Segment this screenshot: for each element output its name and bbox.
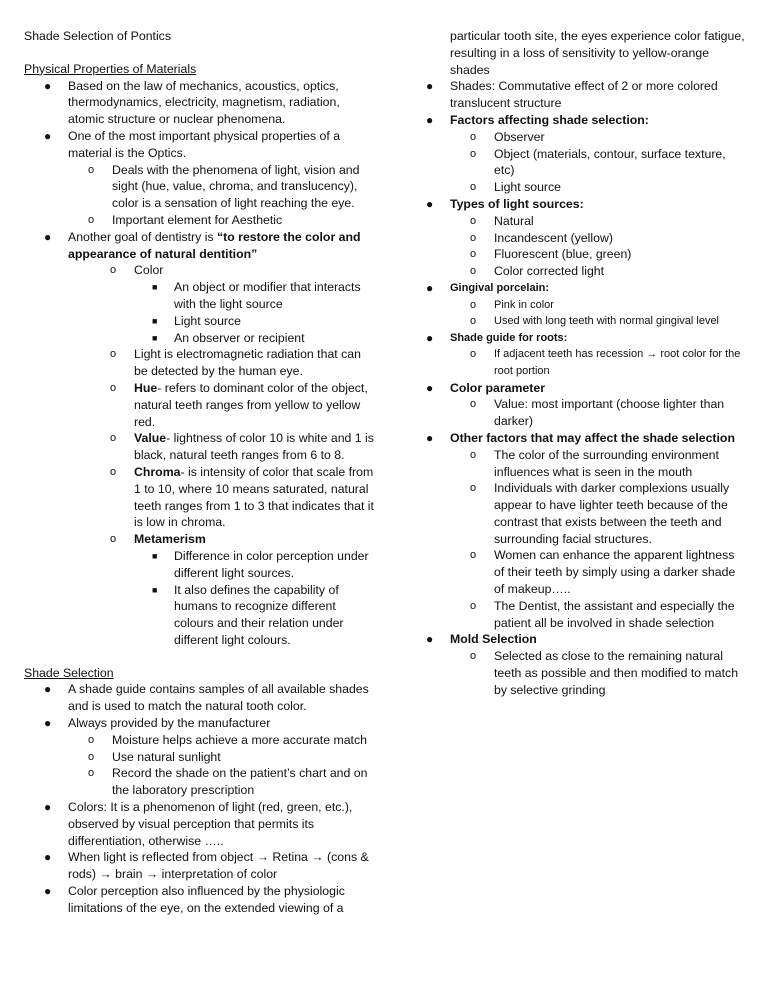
bullet-icon: ●	[44, 800, 52, 815]
right-column	[426, 28, 748, 699]
physical-properties-list	[24, 78, 374, 649]
list-item: o Selected as close to the remaining natural teeth as possible and then modified to match by selective grinding	[470, 649, 739, 697]
circle-bullet-icon: o	[110, 381, 117, 394]
bullet-icon: ●	[44, 78, 52, 93]
bullet-icon: ●	[426, 280, 434, 295]
list-item: o Light source	[470, 180, 561, 195]
list-item: ■ Light source	[152, 313, 241, 328]
circle-bullet-icon: o	[110, 465, 117, 478]
circle-bullet-icon: o	[470, 599, 477, 612]
circle-bullet-icon: o	[110, 264, 117, 277]
list-item: ● Colors: It is a phenomenon of light (red, green, etc.), observed by visual perception that permits its differentiation, otherwise …..	[44, 800, 353, 848]
circle-bullet-icon: o	[470, 130, 477, 143]
list-item: o Use natural sunlight	[88, 749, 221, 764]
list-item: o Incandescent (yellow)	[470, 230, 613, 245]
circle-bullet-icon: o	[88, 213, 95, 226]
list-item: ● Other factors that may affect the shade selection o The color of the surrounding environment influences what is seen in the mouth o Individuals with darker complexions usually appear to have lighter teeth because of the contrast that exists between the teeth and surrounding facial structures. o Women can enhance the apparent lightness of their teeth by simply using a darker shade of makeup….. o The Dentist, the assistant and especially the patient all be involved in shade selection	[430, 430, 748, 632]
circle-bullet-icon: o	[470, 348, 477, 361]
list-item: ■ An observer or recipient	[152, 330, 305, 345]
list-item: ● One of the most important physical properties of a material is the Optics. o Deals with the phenomena of light, vision and sight (hue, value, chroma, and translucency), color is a sensation of light reaching the eye. o Important element for Aesthetic	[24, 128, 374, 229]
circle-bullet-icon: o	[470, 549, 477, 562]
list-item: ● Gingival porcelain: o Pink in color o Used with long teeth with normal gingival level	[430, 280, 748, 330]
list-item: ● Another goal of dentistry is “to restore the color and appearance of natural dentition” o Color ■ An object or modifier that interacts with the light source ■ Light source ■ An observer or recipient o Light is electromagnetic radiation that can be detected by the human eye. o Hue- refers to dominant color of the object, natural teeth ranges from yellow to yellow red. o Value- lightness of color 10 is white and 1 is black, natural teeth ranges from 6 to 8. o Chroma- is intensity of color that scale from 1 to 10, where 10 means saturated, natural teeth ranges from 1 to 3 that indicates that it is low in chroma. o Metamerism ■ Difference in color perception under different light sources. ■ It also defines the capability of humans to recognize different colours and their relation under different light colours.	[44, 229, 374, 647]
list-item: o The Dentist, the assistant and especially the patient all be involved in shade selection	[470, 598, 735, 630]
list-item: ■ It also defines the capability of humans to recognize different colours and their relation under different light colours.	[152, 582, 344, 647]
list-item: o Individuals with darker complexions usually appear to have lighter teeth because of the contrast that exists between the teeth and surrounding facial structures.	[470, 481, 730, 546]
list-item: o Object (materials, contour, surface texture, etc)	[470, 146, 726, 178]
list-item: particular tooth site, the eyes experience color fatigue, resulting in a loss of sensitivity to yellow-orange shades	[450, 29, 745, 77]
bullet-icon: ●	[44, 716, 52, 731]
shade-selection-continued-list	[426, 28, 748, 699]
list-item: ● Shade guide for roots: o If adjacent teeth has recession → root color for the root portion	[430, 330, 748, 380]
list-item: o Women can enhance the apparent lightness of their teeth by simply using a darker shade of makeup…..	[470, 548, 736, 597]
left-column	[24, 28, 374, 917]
list-item: ● A shade guide contains samples of all available shades and is used to match the natural tooth color.	[44, 682, 369, 714]
list-item: o Hue- refers to dominant color of the object, natural teeth ranges from yellow to yellow red.	[110, 380, 368, 429]
bullet-icon: ●	[44, 850, 52, 865]
list-item: o The color of the surrounding environment influences what is seen in the mouth	[470, 447, 719, 479]
list-item: o Light is electromagnetic radiation that can be detected by the human eye.	[110, 347, 361, 379]
bullet-icon: ●	[426, 330, 434, 345]
list-item: o Pink in color	[450, 297, 748, 314]
circle-bullet-icon: o	[470, 214, 477, 227]
bullet-icon: ●	[44, 229, 52, 244]
list-item: ● Shades: Commutative effect of 2 or more colored translucent structure	[426, 79, 718, 111]
document-title: Shade Selection of Pontics	[24, 29, 171, 43]
circle-bullet-icon: o	[470, 315, 477, 328]
list-item: ● Color perception also influenced by the physiologic limitations of the eye, on the extended viewing of a	[44, 884, 345, 915]
list-item: ■ Difference in color perception under different light sources.	[152, 548, 369, 580]
bullet-icon: ●	[44, 682, 52, 697]
bullet-icon: ●	[426, 380, 434, 395]
circle-bullet-icon: o	[470, 248, 477, 261]
circle-bullet-icon: o	[470, 231, 477, 244]
list-item: ● Factors affecting shade selection: o Observer o Object (materials, contour, surface texture, etc) o Light source	[430, 112, 748, 196]
list-item: ● Based on the law of mechanics, acoustics, optics, thermodynamics, electricity, magnetism, radiation, atomic structure or nuclear phenomena.	[44, 78, 340, 127]
list-item: o Value- lightness of color 10 is white and 1 is black, natural teeth ranges from 6 to 8.	[110, 431, 374, 463]
circle-bullet-icon: o	[470, 265, 477, 278]
circle-bullet-icon: o	[110, 432, 117, 445]
circle-bullet-icon: o	[470, 398, 477, 411]
list-item: o Moisture helps achieve a more accurate match	[88, 732, 367, 747]
circle-bullet-icon: o	[470, 298, 477, 311]
circle-bullet-icon: o	[110, 533, 117, 546]
list-item: o Record the shade on the patient’s chart and on the laboratory prescription	[88, 766, 368, 798]
circle-bullet-icon: o	[470, 147, 477, 160]
bullet-icon: ●	[426, 112, 434, 127]
list-item: ● Types of light sources: o Natural o Incandescent (yellow) o Fluorescent (blue, green) o Color corrected light	[430, 196, 748, 280]
list-item: o Metamerism ■ Difference in color perception under different light sources. ■ It also defines the capability of humans to recognize different colours and their relation under different light colours.	[90, 531, 374, 649]
list-item: ● Mold Selection o Selected as close to the remaining natural teeth as possible and then modified to match by selective grinding	[430, 631, 748, 698]
list-item: o If adjacent teeth has recession → root color for the root portion	[470, 348, 741, 377]
list-item: o Deals with the phenomena of light, vision and sight (hue, value, chroma, and translucency), color is a sensation of light reaching the eye.	[88, 162, 360, 211]
bullet-icon: ●	[426, 79, 434, 94]
square-bullet-icon: ■	[152, 550, 158, 561]
square-bullet-icon: ■	[152, 584, 158, 595]
bullet-icon: ●	[426, 196, 434, 211]
list-item: o Value: most important (choose lighter than darker)	[470, 397, 725, 429]
list-item: ● Color parameter o Value: most important (choose lighter than darker)	[430, 380, 748, 430]
circle-bullet-icon: o	[470, 448, 477, 461]
section-heading-shade-selection: Shade Selection	[24, 665, 114, 680]
bullet-icon: ●	[426, 632, 434, 647]
circle-bullet-icon: o	[470, 482, 477, 495]
list-item: o Observer	[470, 129, 545, 144]
list-item: ■ An object or modifier that interacts with the light source	[152, 280, 361, 311]
list-item: ● Always provided by the manufacturer o Moisture helps achieve a more accurate match o Use natural sunlight o Record the shade on the patient’s chart and on the laboratory prescription	[24, 715, 374, 799]
list-item: ● When light is reflected from object → Retina → (cons & rods) → brain → interpretation of color	[44, 850, 369, 882]
list-item: o Used with long teeth with normal gingival level	[450, 313, 748, 330]
section-heading-physical-properties: Physical Properties of Materials	[24, 61, 197, 76]
list-item: o Color corrected light	[470, 264, 605, 279]
bullet-icon: ●	[44, 884, 52, 899]
list-item: o Fluorescent (blue, green)	[470, 247, 632, 262]
list-item: o Color ■ An object or modifier that interacts with the light source ■ Light source ■ An observer or recipient	[90, 262, 374, 346]
circle-bullet-icon: o	[470, 650, 477, 663]
square-bullet-icon: ■	[152, 282, 158, 293]
circle-bullet-icon: o	[88, 163, 95, 176]
list-item: o Chroma- is intensity of color that scale from 1 to 10, where 10 means saturated, natural teeth ranges from 1 to 3 that indicates that it is low in chroma.	[110, 464, 374, 530]
circle-bullet-icon: o	[88, 767, 95, 780]
bullet-icon: ●	[426, 430, 434, 445]
list-item: o Natural	[470, 213, 534, 228]
square-bullet-icon: ■	[152, 332, 158, 343]
circle-bullet-icon: o	[110, 348, 117, 361]
circle-bullet-icon: o	[470, 181, 477, 194]
circle-bullet-icon: o	[88, 733, 95, 746]
bullet-icon: ●	[44, 128, 52, 143]
circle-bullet-icon: o	[88, 750, 95, 763]
list-item: o Important element for Aesthetic	[88, 212, 283, 227]
shade-selection-list	[24, 681, 374, 916]
square-bullet-icon: ■	[152, 315, 158, 326]
